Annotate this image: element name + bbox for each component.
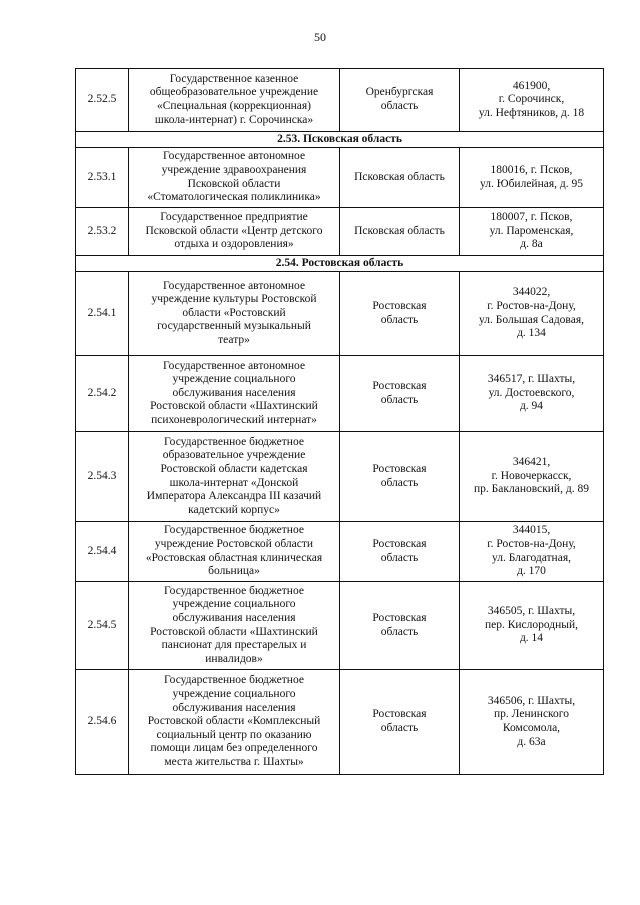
region xyxy=(340,582,460,670)
text-line: д. 14 xyxy=(519,632,544,645)
text-line: д. 170 xyxy=(517,565,546,578)
text-line: Ростовская xyxy=(372,462,427,475)
section-title: 2.54. Ростовская область xyxy=(76,256,604,272)
text-line: Псковской области «Центр детского xyxy=(145,224,323,237)
institution-name xyxy=(129,69,340,132)
address xyxy=(460,69,604,132)
text-line: 346517, г. Шахты, xyxy=(487,373,576,386)
text-line: Комсомола, xyxy=(502,722,561,734)
text-line: Ростовской области «Шахтинский xyxy=(150,400,318,413)
text-line: 180007, г. Псков, xyxy=(490,211,573,224)
entry-number: 2.54.6 xyxy=(76,670,129,775)
text-line: г. Ростов-на-Дону, xyxy=(487,299,576,312)
text-line: ул. Достоевского, xyxy=(488,386,575,399)
address xyxy=(460,356,604,432)
text-line: область xyxy=(380,625,419,638)
text-line: обслуживания населения xyxy=(172,701,296,714)
page-number: 50 xyxy=(314,30,326,44)
text-line: 346421, xyxy=(512,456,551,469)
text-line: пер. Кислородный, xyxy=(484,618,579,631)
text-line: пр. Ленинского xyxy=(494,708,569,721)
region xyxy=(340,432,460,522)
text-line: Псковская область xyxy=(354,170,445,183)
text-line: Государственное автономное xyxy=(162,279,306,292)
address xyxy=(460,272,604,356)
region xyxy=(340,208,460,256)
text-line: г. Ростов-на-Дону, xyxy=(487,537,576,550)
text-line: инвалидов» xyxy=(205,652,263,665)
text-line: область xyxy=(380,722,419,734)
region xyxy=(340,356,460,432)
text-line: театр» xyxy=(218,333,250,346)
table-row xyxy=(76,148,604,208)
text-line: 344015, xyxy=(512,524,551,537)
region xyxy=(340,272,460,356)
text-line: школа-интернат «Донской xyxy=(169,476,299,489)
text-line: д. 63а xyxy=(517,735,546,748)
text-line: области «Ростовский xyxy=(182,306,286,319)
text-line: ул. Большая Садовая, xyxy=(479,313,584,326)
text-line: г. Новочеркасск, xyxy=(491,469,572,482)
institution-name xyxy=(129,356,340,432)
text-line: «Стоматологическая поликлиника» xyxy=(147,191,321,204)
institution-name xyxy=(129,670,340,775)
text-line: кадетский корпус» xyxy=(188,503,280,516)
text-line: общеобразовательное учреждение xyxy=(149,86,319,99)
text-line: Ростовская xyxy=(372,299,427,312)
text-line: обслуживания населения xyxy=(172,386,296,399)
section-header-row xyxy=(76,256,604,272)
text-line: Императора Александра III казачий xyxy=(146,490,322,503)
text-line: Ростовская xyxy=(372,379,427,392)
text-line: область xyxy=(380,313,419,326)
text-line: г. Сорочинск, xyxy=(498,93,565,106)
region xyxy=(340,148,460,208)
text-line: область xyxy=(380,476,419,489)
text-line: «Ростовская областная клиническая xyxy=(145,551,323,564)
text-line: д. 94 xyxy=(519,400,544,413)
text-line: ул. Юбилейная, д. 95 xyxy=(480,177,583,190)
address xyxy=(460,208,604,256)
institution-name xyxy=(129,522,340,582)
text-line: область xyxy=(380,100,419,112)
text-line: Ростовская xyxy=(372,708,427,721)
table-row xyxy=(76,69,604,132)
text-line: Государственное предприятие xyxy=(160,211,308,224)
text-line: пр. Баклановский, д. 89 xyxy=(474,483,589,496)
text-line: психоневрологический интернат» xyxy=(151,413,317,426)
text-line: 180016, г. Псков, xyxy=(490,163,573,176)
institution-name xyxy=(129,208,340,256)
text-line: Государственное автономное xyxy=(162,359,306,372)
address xyxy=(460,582,604,670)
text-line: школа-интернат) г. Сорочинска» xyxy=(154,113,314,126)
text-line: пансионат для престарелых и xyxy=(161,639,307,652)
text-line: д. 134 xyxy=(517,327,546,340)
text-line: ул. Благодатная, xyxy=(492,551,571,564)
text-line: обслуживания населения xyxy=(172,611,296,624)
text-line: учреждение социального xyxy=(172,688,296,701)
text-line: ул. Нефтяников, д. 18 xyxy=(478,106,585,119)
text-line: государственный музыкальный xyxy=(157,320,311,333)
text-line: Государственное казенное xyxy=(169,72,299,85)
address xyxy=(460,148,604,208)
registry-table-body xyxy=(76,69,604,775)
table-row xyxy=(76,582,604,670)
text-line: Ростовской области «Комплексный xyxy=(147,715,321,728)
entry-number: 2.54.2 xyxy=(76,356,129,432)
institution-name xyxy=(129,272,340,356)
text-line: Ростовской области кадетская xyxy=(160,462,308,475)
text-line: Ростовской области «Шахтинский xyxy=(150,625,318,638)
region xyxy=(340,69,460,132)
text-line: 344022, xyxy=(512,286,551,299)
entry-number: 2.54.5 xyxy=(76,582,129,670)
entry-number: 2.52.5 xyxy=(76,69,129,132)
text-line: учреждение культуры Ростовской xyxy=(151,293,317,306)
table-row xyxy=(76,272,604,356)
text-line: учреждение социального xyxy=(172,598,296,611)
text-line: ул. Пароменская, xyxy=(489,224,574,237)
text-line: Ростовская xyxy=(372,537,427,550)
table-row xyxy=(76,432,604,522)
table-row xyxy=(76,208,604,256)
region xyxy=(340,670,460,775)
text-line: 346505, г. Шахты, xyxy=(487,605,576,618)
text-line: область xyxy=(380,551,419,564)
text-line: Псковская область xyxy=(354,224,445,237)
section-title: 2.53. Псковская область xyxy=(76,132,604,148)
text-line: Государственное бюджетное xyxy=(164,674,304,687)
address xyxy=(460,522,604,582)
text-line: социальный центр по оказанию xyxy=(156,728,312,741)
text-line: больница» xyxy=(208,565,260,578)
text-line: места жительства г. Шахты» xyxy=(164,755,304,768)
text-line: д. 8а xyxy=(520,238,543,251)
entry-number: 2.53.1 xyxy=(76,148,129,208)
table-row xyxy=(76,356,604,432)
text-line: Оренбургская xyxy=(365,86,434,99)
text-line: учреждение здравоохранения xyxy=(161,163,307,176)
text-line: Государственное автономное xyxy=(162,150,306,163)
institution-name xyxy=(129,148,340,208)
table-row xyxy=(76,670,604,775)
text-line: Ростовская xyxy=(372,611,427,624)
text-line: 346506, г. Шахты, xyxy=(487,694,576,707)
text-line: учреждение социального xyxy=(172,373,296,386)
text-line: Государственное бюджетное xyxy=(164,435,304,448)
text-line: отдыха и оздоровления» xyxy=(174,238,294,251)
table-row xyxy=(76,522,604,582)
section-header-row xyxy=(76,132,604,148)
text-line: область xyxy=(380,393,419,406)
text-line: 461900, xyxy=(512,79,551,92)
text-line: «Специальная (коррекционная) xyxy=(157,100,311,112)
address xyxy=(460,670,604,775)
entry-number: 2.54.3 xyxy=(76,432,129,522)
registry-table xyxy=(75,68,604,775)
text-line: учреждение Ростовской области xyxy=(154,537,314,550)
text-line: образовательное учреждение xyxy=(162,449,306,462)
institution-name xyxy=(129,582,340,670)
text-line: Государственное бюджетное xyxy=(164,584,304,597)
region xyxy=(340,522,460,582)
address xyxy=(460,432,604,522)
text-line: Псковской области xyxy=(187,177,281,190)
text-line: Государственное бюджетное xyxy=(164,524,304,537)
entry-number: 2.54.4 xyxy=(76,522,129,582)
text-line: помощи лицам без определенного xyxy=(150,742,318,755)
entry-number: 2.54.1 xyxy=(76,272,129,356)
institution-name xyxy=(129,432,340,522)
entry-number: 2.53.2 xyxy=(76,208,129,256)
